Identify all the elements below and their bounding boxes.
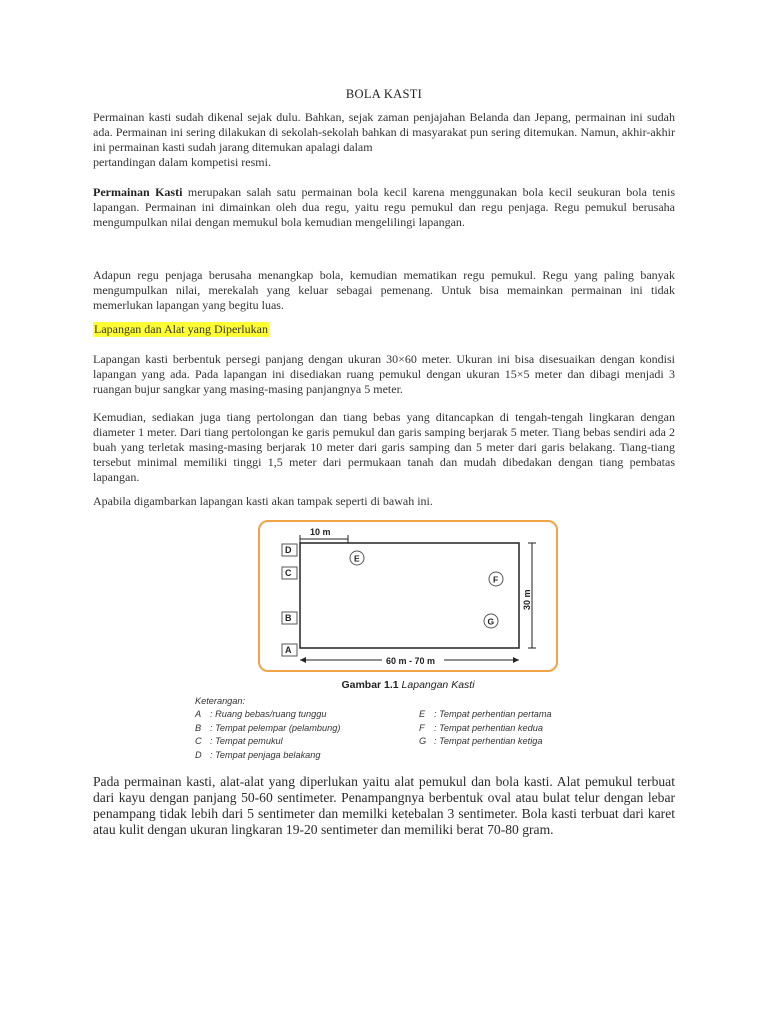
legend-text: : Tempat perhentian ketiga — [434, 736, 543, 746]
field-diagram-frame — [258, 520, 558, 672]
box-label-c: C — [285, 568, 292, 578]
paragraph-penjaga: Adapun regu penjaga berusaha menangkap bola, kemudian mematikan regu pemukul. Regu yang paling banyak mengumpulkan nilai, merekalah yang keluar sebagai pemenang. Untuk bisa memainkan permainan ini tidak memerlukan lapangan yang begitu luas. — [93, 268, 675, 312]
circle-label-f: F — [493, 574, 499, 585]
legend-column-left — [195, 709, 340, 763]
legend-text: : Tempat perhentian kedua — [434, 722, 543, 733]
legend-column-right — [419, 709, 552, 750]
legend-key: A — [195, 709, 202, 719]
legend-text: : Tempat pemukul — [210, 736, 283, 746]
legend-item — [419, 709, 552, 723]
figure-caption-title: Lapangan Kasti — [398, 679, 475, 691]
legend-item — [195, 750, 340, 764]
paragraph-alat: Pada permainan kasti, alat-alat yang diperlukan yaitu alat pemukul dan bola kasti. Alat pemukul terbuat dari kayu dengan panjang 50-60 sentimeter. Penampangnya berbentuk oval atau bulat telur dengan lebar penampang tidak lebih dari 5 sentimeter dan memilki ketebalan 3 sentimeter. Bola kasti terbuat dari karet atau kulit dengan ukuran lingkaran 19-20 sentimeter dan memiliki berat 70-80 gram. — [93, 774, 675, 837]
legend-key: G — [419, 736, 427, 746]
bold-term: Permainan Kasti — [93, 185, 183, 199]
legend-item — [195, 736, 340, 750]
legend-key: F — [419, 722, 425, 733]
legend-item — [195, 723, 340, 737]
legend-item — [419, 723, 552, 737]
box-label-b: B — [285, 613, 292, 623]
legend-key: D — [195, 749, 202, 760]
circle-label-e: E — [354, 553, 360, 564]
field-rectangle — [300, 543, 519, 648]
paragraph-tiang: Kemudian, sediakan juga tiang pertolongan dan tiang bebas yang ditancapkan di tengah-tengah lingkaran dengan diameter 1 meter. Dari tiang pertolongan ke garis pemukul dan garis samping berjarak 5 meter. Tiang bebas sendiri ada 2 buah yang terletak masing-masing berjarak 10 meter dari garis samping dan 5 meter dari garis belakang. Tiang-tiang tersebut minimal memiliki tinggi 1,5 meter dari permukaan tanah dan mudah dibedakan dengan tiang pembatas lapangan. — [93, 410, 675, 484]
paragraph-lapangan: Lapangan kasti berbentuk persegi panjang dengan ukuran 30×60 meter. Ukuran ini bisa disesuaikan dengan kondisi lapangan yang ada. Pada lapangan ini disediakan ruang pemukul dengan ukuran 15×5 meter dan dibagi menjadi 3 ruangan bujur sangkar yang masing-masing panjangnya 5 meter. — [93, 352, 675, 396]
section-heading-highlighted: Lapangan dan Alat yang Diperlukan — [94, 322, 268, 336]
figure-caption — [258, 679, 558, 691]
dim-label-top: 10 m — [310, 527, 331, 537]
box-label-d: D — [285, 545, 292, 555]
dim-arrow-left — [300, 657, 306, 663]
dim-label-right: 30 m — [522, 589, 532, 610]
circle-label-g: G — [487, 616, 495, 627]
paragraph-intro — [93, 110, 675, 170]
legend-key: C — [195, 736, 202, 746]
legend-title: Keterangan: — [195, 696, 246, 706]
paragraph-definition-text: merupakan salah satu permainan bola kecil karena menggunakan bola kecil seukuran bola tenis lapangan. Permainan ini dimainkan oleh dua regu, yaitu regu pemukul dan regu penjaga. Regu pemukul berusaha mengumpulkan nilai dengan memukul bola kemudian mengelilingi lapangan. — [93, 185, 675, 229]
figure-caption-number: Gambar 1.1 — [341, 679, 399, 691]
legend-text: : Tempat pelempar (pelambung) — [210, 722, 341, 733]
paragraph-intro-text: Permainan kasti sudah dikenal sejak dulu. Bahkan, sejak zaman penjajahan Belanda dan Jepang, permainan ini sudah ada. Permainan ini sering dilakukan di sekolah-sekolah bahkan di masyarakat pun sering ditemukan. Namun, akhir-akhir ini permainan kasti sudah jarang ditemukan apalagi dalam — [93, 110, 675, 154]
dim-arrow-right — [513, 657, 519, 663]
document-title: BOLA KASTI — [345, 87, 423, 101]
paragraph-figure-intro: Apabila digambarkan lapangan kasti akan tampak seperti di bawah ini. — [93, 494, 433, 508]
legend-key: E — [419, 709, 426, 719]
legend-text: : Ruang bebas/ruang tunggu — [210, 709, 327, 719]
dim-label-bottom: 60 m - 70 m — [386, 656, 436, 666]
legend-text: : Tempat penjaga belakang — [210, 749, 321, 760]
paragraph-definition — [93, 185, 675, 230]
field-diagram — [260, 522, 556, 670]
legend-key: B — [195, 722, 202, 733]
box-label-a: A — [285, 645, 292, 655]
legend-item — [419, 736, 552, 750]
legend-item — [195, 709, 340, 723]
paragraph-intro-end: pertandingan dalam kompetisi resmi. — [93, 155, 271, 169]
legend-text: : Tempat perhentian pertama — [434, 709, 552, 719]
